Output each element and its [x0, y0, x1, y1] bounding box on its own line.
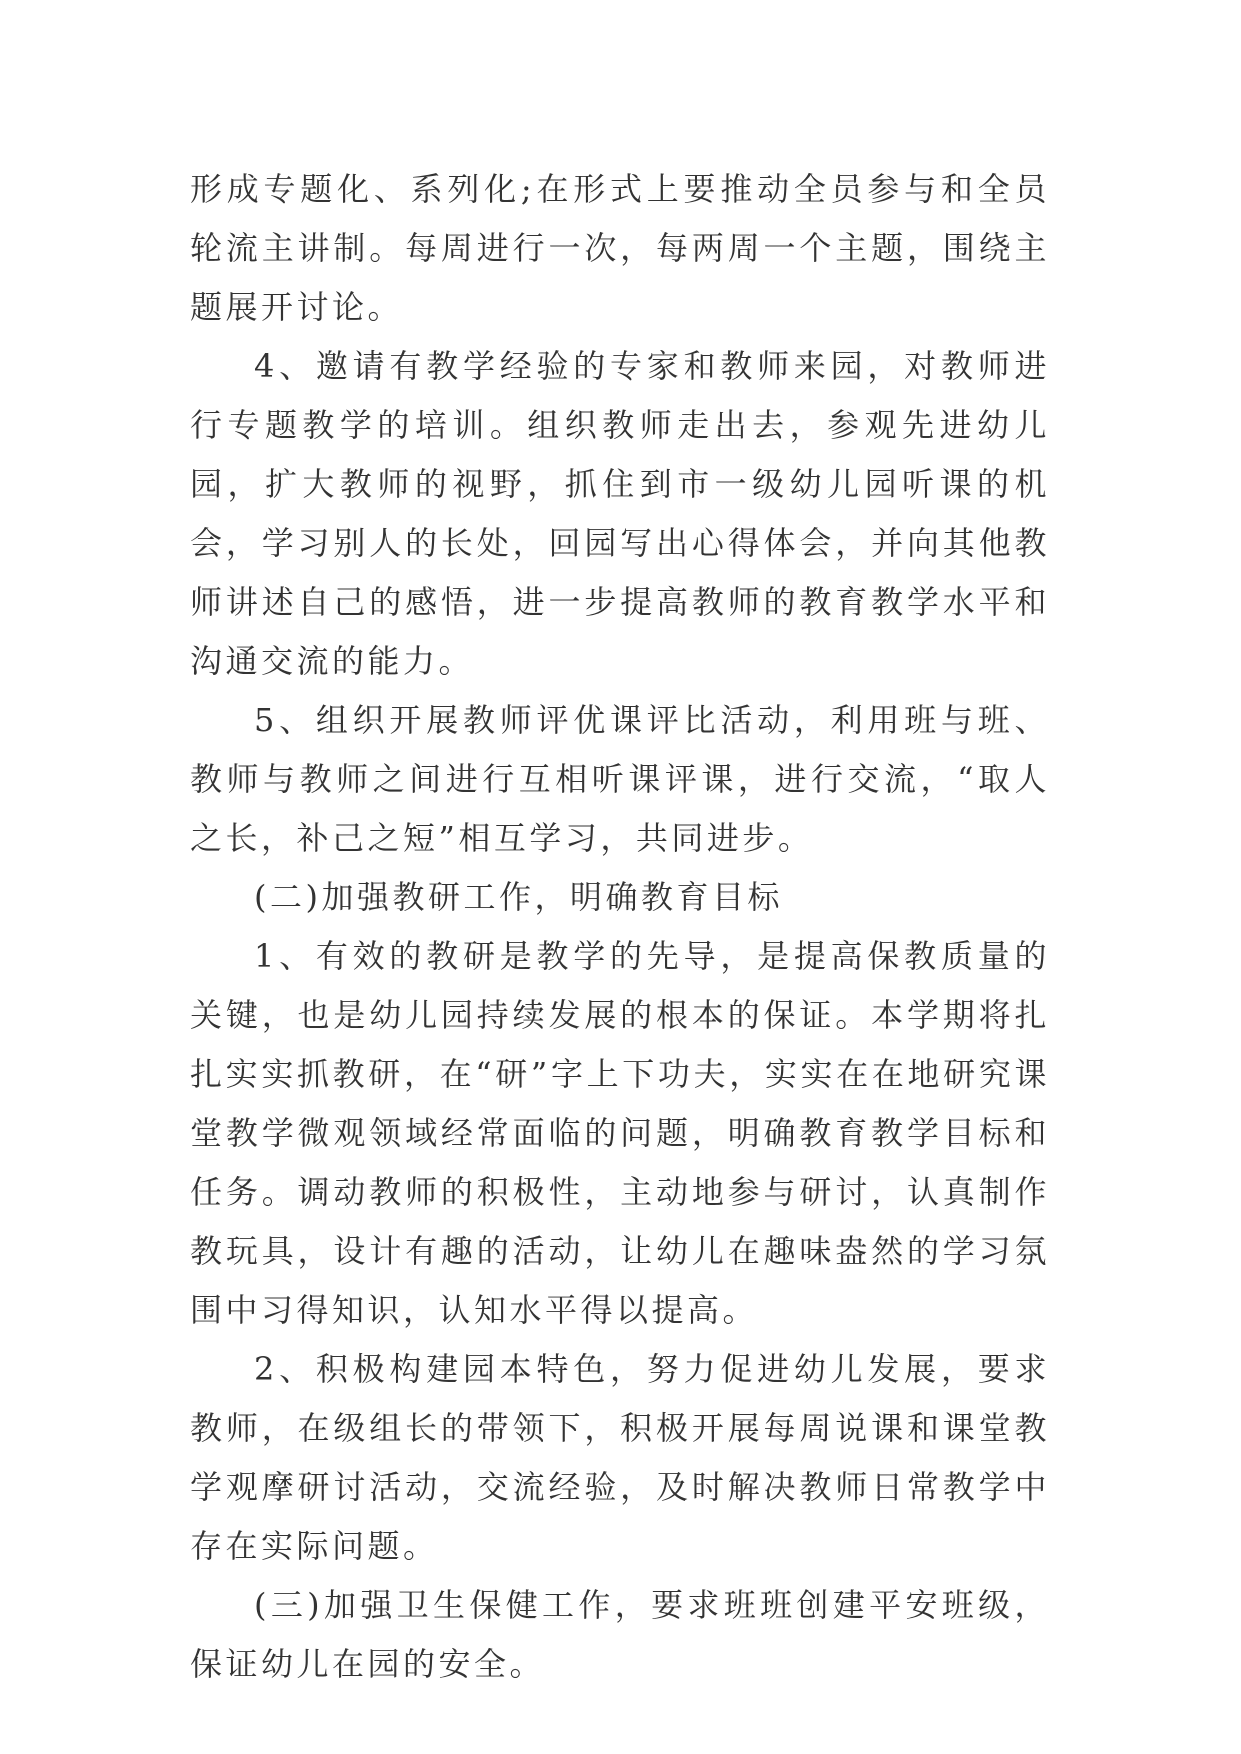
- paragraph-continuation: 形成专题化、系列化;在形式上要推动全员参与和全员轮流主讲制。每周进行一次，每两周一个主题，围绕主题展开讨论。: [190, 170, 1050, 326]
- paragraph-item-4: 4、邀请有教学经验的专家和教师来园，对教师进行专题教学的培训。组织教师走出去，参观先进幼儿园，扩大教师的视野，抓住到市一级幼儿园听课的机会，学习别人的长处，回园写出心得体会，并向其他教师讲述自己的感悟，进一步提高教师的教育教学水平和沟通交流的能力。: [190, 347, 1050, 680]
- paragraph-item-2: 2、积极构建园本特色，努力促进幼儿发展，要求教师，在级组长的带领下，积极开展每周说课和课堂教学观摩研讨活动，交流经验，及时解决教师日常教学中存在实际问题。: [190, 1350, 1050, 1565]
- document-body: [190, 160, 1050, 1694]
- paragraph-item-5: 5、组织开展教师评优课评比活动，利用班与班、教师与教师之间进行互相听课评课，进行交流，“取人之长，补己之短”相互学习，共同进步。: [190, 701, 1050, 857]
- section-heading-2: (二)加强教研工作，明确教育目标: [254, 878, 783, 916]
- section-heading-3: (三)加强卫生保健工作，要求班班创建平安班级，保证幼儿在园的安全。: [190, 1586, 1050, 1683]
- paragraph-item-1: 1、有效的教研是教学的先导，是提高保教质量的关键，也是幼儿园持续发展的根本的保证。本学期将扎扎实实抓教研，在“研”字上下功夫，实实在在地研究课堂教学微观领域经常面临的问题，明确教育教学目标和任务。调动教师的积极性，主动地参与研讨，认真制作教玩具，设计有趣的活动，让幼儿在趣味盎然的学习氛围中习得知识，认知水平得以提高。: [190, 937, 1050, 1329]
